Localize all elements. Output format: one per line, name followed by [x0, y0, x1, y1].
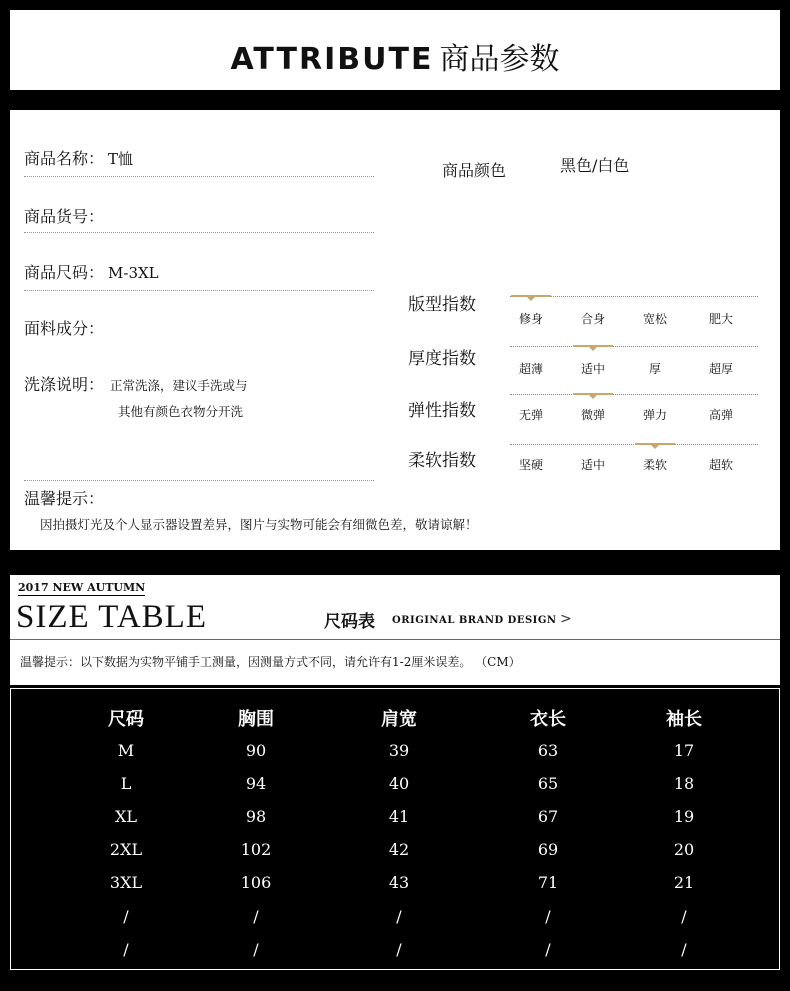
wash-label: 洗涤说明： [24, 375, 105, 394]
product-sku-label: 商品货号： [24, 207, 105, 226]
size-table-cell: 63 [537, 741, 559, 760]
size-column-header: 尺码 [108, 709, 144, 730]
size-table-cell: 65 [537, 774, 559, 793]
index-selected-marker [573, 393, 613, 395]
wash-text-line2: 其他有颜色衣物分开洗 [118, 404, 244, 419]
chevron-right-icon: > [560, 611, 572, 627]
divider [24, 480, 374, 481]
fabric-row [24, 316, 104, 339]
size-table-cell: 41 [388, 807, 410, 826]
index-option: 适中 [580, 362, 605, 376]
product-size-row [24, 260, 159, 283]
index-track [510, 444, 758, 445]
index-option: 宽松 [642, 312, 667, 326]
size-table-cell: 102 [240, 840, 272, 859]
size-table-cell: / [253, 940, 259, 959]
size-title-cn: 尺码表 [324, 612, 375, 632]
index-option: 超软 [708, 458, 733, 472]
size-table-cell: 20 [673, 840, 695, 859]
divider [24, 290, 374, 291]
size-table-cell: 19 [673, 807, 695, 826]
size-header-panel [10, 575, 780, 685]
size-table-cell: 67 [537, 807, 559, 826]
index-track [510, 394, 758, 395]
size-table-cell: XL [114, 807, 137, 826]
size-column-header: 肩宽 [381, 709, 417, 730]
wash-text-line1: 正常洗涤，建议手洗或与 [110, 378, 248, 393]
product-size-value: M-3XL [108, 264, 159, 282]
size-table-cell: 39 [388, 741, 410, 760]
size-table-cell: L [120, 774, 132, 793]
index-option: 修身 [518, 312, 543, 326]
tip-label: 温馨提示： [24, 489, 105, 508]
index-option: 无弹 [518, 408, 543, 422]
size-table-cell: 98 [245, 807, 267, 826]
size-table [10, 688, 780, 970]
fabric-label: 面料成分： [24, 319, 105, 338]
size-table-cell: / [123, 907, 129, 926]
divider [24, 232, 374, 233]
attribute-title-en: ATTRIBUTE [230, 42, 434, 77]
size-table-cell: 42 [388, 840, 410, 859]
index-option: 弹力 [642, 408, 667, 422]
index-selected-marker [573, 345, 613, 347]
index-option: 肥大 [708, 312, 733, 326]
size-table-cell: / [681, 940, 687, 959]
index-option: 高弹 [708, 408, 733, 422]
product-name-row [24, 146, 133, 169]
product-name-value: T恤 [108, 150, 134, 168]
attribute-panel [10, 10, 780, 550]
color-value: 黑色/白色 [560, 156, 630, 175]
size-brand-text: ORIGINAL BRAND DESIGN [392, 615, 557, 626]
size-table-cell: / [545, 907, 551, 926]
index-option: 超薄 [518, 362, 543, 376]
product-size-label: 商品尺码： [24, 263, 105, 282]
size-column-header: 胸围 [238, 709, 274, 730]
product-name-label: 商品名称： [24, 149, 105, 168]
index-option: 超厚 [708, 362, 733, 376]
divider [24, 176, 374, 177]
size-column-header: 袖长 [666, 709, 702, 730]
attribute-divider-bar [10, 90, 780, 110]
size-table-cell: 17 [673, 741, 695, 760]
size-table-cell: / [123, 940, 129, 959]
divider [10, 639, 780, 640]
index-label: 柔软指数 [408, 451, 476, 471]
color-label: 商品颜色 [442, 161, 507, 180]
size-table-cell: / [545, 940, 551, 959]
size-table-cell: / [396, 940, 402, 959]
index-selected-marker [635, 443, 675, 445]
index-option: 合身 [580, 312, 605, 326]
size-table-cell: / [396, 907, 402, 926]
size-table-cell: 2XL [109, 840, 143, 859]
size-column-header: 衣长 [530, 709, 566, 730]
size-table-cell: 21 [673, 873, 695, 892]
index-option: 柔软 [642, 458, 667, 472]
size-table-cell: M [117, 741, 135, 760]
size-table-cell: 18 [673, 774, 695, 793]
size-table-cell: 43 [388, 873, 410, 892]
size-table-cell: 40 [388, 774, 410, 793]
attribute-title-cn: 商品参数 [439, 42, 560, 77]
size-table-cell: 3XL [109, 873, 143, 892]
tip-text: 因拍摄灯光及个人显示器设置差异，图片与实物可能会有细微色差，敬请谅解！ [40, 517, 478, 532]
index-selected-marker [511, 295, 551, 297]
index-option: 坚硬 [518, 458, 543, 472]
size-table-cell: 90 [245, 741, 267, 760]
size-note: 温馨提示：以下数据为实物平铺手工测量，因测量方式不同，请允许有1-2厘米误差。 （CM） [20, 655, 521, 669]
index-option: 厚 [648, 362, 661, 376]
index-track [510, 346, 758, 347]
index-option: 适中 [580, 458, 605, 472]
size-table-cell: 106 [240, 873, 272, 892]
size-table-cell: / [253, 907, 259, 926]
size-season-tag: 2017 NEW AUTUMN [18, 581, 146, 594]
product-sku-row [24, 204, 104, 227]
size-table-cell: 94 [245, 774, 267, 793]
index-label: 弹性指数 [408, 401, 476, 421]
size-table-cell: 69 [537, 840, 559, 859]
index-label: 厚度指数 [408, 349, 476, 369]
size-title: SIZE TABLE [16, 599, 207, 635]
index-option: 微弹 [580, 408, 605, 422]
index-label: 版型指数 [408, 295, 476, 315]
size-table-cell: 71 [537, 873, 559, 892]
size-table-cell: / [681, 907, 687, 926]
attribute-title [10, 34, 780, 78]
